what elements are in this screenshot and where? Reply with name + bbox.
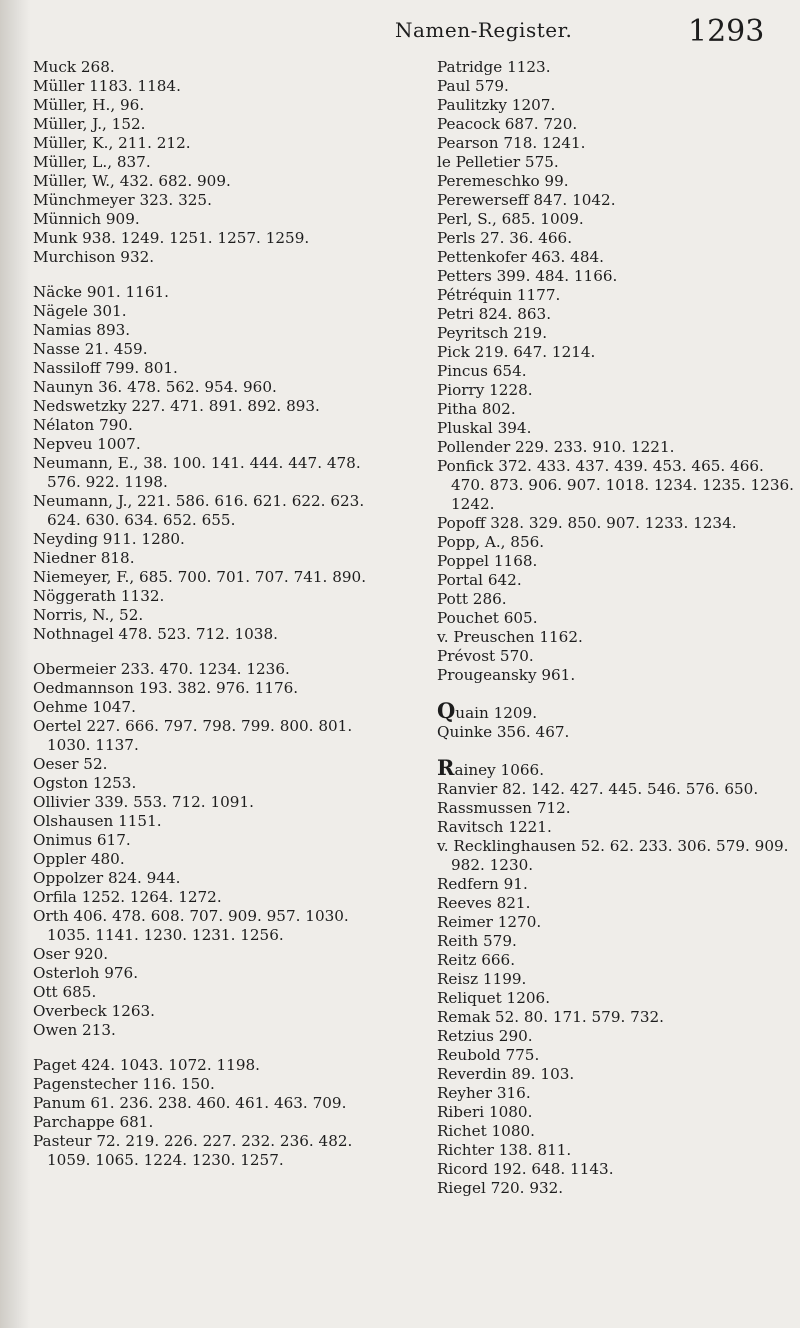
index-entry: Pettenkofer 463. 484. [437, 248, 605, 266]
index-entry: Peacock 687. 720. [437, 115, 578, 133]
index-entry: Neumann, J., 221. 586. 616. 621. 622. 623. 624. 630. 634. 652. 655. [33, 492, 365, 529]
index-entry: Muck 268. [33, 58, 115, 76]
index-entry: le Pelletier 575. [437, 153, 559, 171]
index-entry: Paget 424. 1043. 1072. 1198. [33, 1056, 260, 1074]
index-entry: Ponfick 372. 433. 437. 439. 453. 465. 466. 470. 873. 906. 907. 1018. 1234. 1235. 1236. 1242. [437, 457, 794, 513]
letter-group [437, 698, 797, 742]
index-entry: Näcke 901. 1161. [33, 283, 169, 301]
index-entry: Orfila 1252. 1264. 1272. [33, 888, 222, 906]
letter-group [33, 283, 393, 644]
index-entry: Paul 579. [437, 77, 509, 95]
left-column [33, 58, 393, 1186]
book-spine-shadow [0, 0, 30, 1328]
index-entry: Reubold 775. [437, 1046, 540, 1064]
index-entry: Reyher 316. [437, 1084, 531, 1102]
index-entry: Richet 1080. [437, 1122, 535, 1140]
index-entry: Ranvier 82. 142. 427. 445. 546. 576. 650. [437, 780, 759, 798]
index-entry: Onimus 617. [33, 831, 131, 849]
index-entry: Riegel 720. 932. [437, 1179, 564, 1197]
running-title: Namen-Register. [395, 18, 573, 42]
index-entry: Pincus 654. [437, 362, 527, 380]
index-entry: Nedswetzky 227. 471. 891. 892. 893. [33, 397, 320, 415]
index-entry: Oppolzer 824. 944. [33, 869, 181, 887]
letter-group [437, 755, 797, 1198]
index-entry: Piorry 1228. [437, 381, 533, 399]
index-entry: Ott 685. [33, 983, 97, 1001]
index-entry: Ricord 192. 648. 1143. [437, 1160, 614, 1178]
index-entry: Müller, K., 211. 212. [33, 134, 191, 152]
index-entry: Neumann, E., 38. 100. 141. 444. 447. 478. 576. 922. 1198. [33, 454, 361, 491]
index-entry: Nepveu 1007. [33, 435, 141, 453]
index-entry: Reverdin 89. 103. [437, 1065, 575, 1083]
index-entry: Ollivier 339. 553. 712. 1091. [33, 793, 254, 811]
index-entry: Nasse 21. 459. [33, 340, 148, 358]
index-entry: Oertel 227. 666. 797. 798. 799. 800. 801. 1030. 1137. [33, 717, 353, 754]
page-number: 1293 [688, 14, 765, 49]
index-entry: Obermeier 233. 470. 1234. 1236. [33, 660, 290, 678]
index-entry: Rassmussen 712. [437, 799, 571, 817]
index-entry: Reisz 1199. [437, 970, 527, 988]
index-entry: Rainey 1066. [437, 755, 545, 780]
index-entry: Neyding 911. 1280. [33, 530, 185, 548]
index-entry: Müller, L., 837. [33, 153, 151, 171]
index-entry: Oeser 52. [33, 755, 108, 773]
index-entry: Müller 1183. 1184. [33, 77, 181, 95]
index-entry: Münnich 909. [33, 210, 140, 228]
index-entry: Oehme 1047. [33, 698, 136, 716]
index-entry: Pagenstecher 116. 150. [33, 1075, 215, 1093]
index-entry: Pétréquin 1177. [437, 286, 561, 304]
index-entry: Reimer 1270. [437, 913, 542, 931]
index-entry: Perl, S., 685. 1009. [437, 210, 584, 228]
index-entry: Orth 406. 478. 608. 707. 909. 957. 1030. 1035. 1141. 1230. 1231. 1256. [33, 907, 349, 944]
index-entry: v. Preuschen 1162. [437, 628, 583, 646]
index-entry: Oser 920. [33, 945, 109, 963]
index-entry: v. Recklinghausen 52. 62. 233. 306. 579. 909. 982. 1230. [437, 837, 789, 874]
letter-group [33, 660, 393, 1040]
index-entry: Poppel 1168. [437, 552, 538, 570]
index-entry: Pitha 802. [437, 400, 516, 418]
index-entry: Nélaton 790. [33, 416, 133, 434]
index-entry: Popoff 328. 329. 850. 907. 1233. 1234. [437, 514, 737, 532]
index-entry: Pott 286. [437, 590, 507, 608]
index-entry: Pluskal 394. [437, 419, 532, 437]
index-entry: Parchappe 681. [33, 1113, 154, 1131]
index-entry: Müller, W., 432. 682. 909. [33, 172, 231, 190]
right-column [437, 58, 797, 1214]
letter-group [33, 58, 393, 267]
index-entry: Pick 219. 647. 1214. [437, 343, 596, 361]
index-entry: Patridge 1123. [437, 58, 551, 76]
page-header [0, 10, 800, 50]
index-entry: Riberi 1080. [437, 1103, 533, 1121]
index-entry: Reith 579. [437, 932, 517, 950]
index-entry: Peremeschko 99. [437, 172, 569, 190]
index-entry: Perewerseff 847. 1042. [437, 191, 616, 209]
index-entry: Ravitsch 1221. [437, 818, 552, 836]
index-entry: Müller, J., 152. [33, 115, 146, 133]
index-entry: Redfern 91. [437, 875, 528, 893]
index-entry: Niedner 818. [33, 549, 135, 567]
index-entry: Prougeansky 961. [437, 666, 576, 684]
index-entry: Petters 399. 484. 1166. [437, 267, 618, 285]
index-entry: Müller, H., 96. [33, 96, 145, 114]
index-entry: Pasteur 72. 219. 226. 227. 232. 236. 482. 1059. 1065. 1224. 1230. 1257. [33, 1132, 353, 1169]
index-entry: Nothnagel 478. 523. 712. 1038. [33, 625, 278, 643]
index-entry: Ogston 1253. [33, 774, 137, 792]
letter-group [437, 58, 797, 685]
index-entry: Nägele 301. [33, 302, 127, 320]
index-entry: Richter 138. 811. [437, 1141, 572, 1159]
letter-group [33, 1056, 393, 1170]
index-entry: Murchison 932. [33, 248, 155, 266]
index-entry: Oppler 480. [33, 850, 125, 868]
index-entry: Paulitzky 1207. [437, 96, 556, 114]
index-entry: Popp, A., 856. [437, 533, 545, 551]
index-entry: Olshausen 1151. [33, 812, 162, 830]
index-entry: Perls 27. 36. 466. [437, 229, 573, 247]
index-entry: Pearson 718. 1241. [437, 134, 586, 152]
index-entry: Oedmannson 193. 382. 976. 1176. [33, 679, 299, 697]
index-entry: Portal 642. [437, 571, 522, 589]
index-entry: Overbeck 1263. [33, 1002, 156, 1020]
index-entry: Norris, N., 52. [33, 606, 144, 624]
index-entry: Pouchet 605. [437, 609, 538, 627]
index-entry: Pollender 229. 233. 910. 1221. [437, 438, 675, 456]
index-entry: Quinke 356. 467. [437, 723, 570, 741]
index-entry: Nöggerath 1132. [33, 587, 165, 605]
index-entry: Nassiloff 799. 801. [33, 359, 178, 377]
index-entry: Osterloh 976. [33, 964, 139, 982]
index-entry: Petri 824. 863. [437, 305, 552, 323]
index-entry: Munk 938. 1249. 1251. 1257. 1259. [33, 229, 310, 247]
index-entry: Remak 52. 80. 171. 579. 732. [437, 1008, 664, 1026]
index-entry: Retzius 290. [437, 1027, 533, 1045]
index-entry: Münchmeyer 323. 325. [33, 191, 212, 209]
index-entry: Prévost 570. [437, 647, 534, 665]
index-entry: Panum 61. 236. 238. 460. 461. 463. 709. [33, 1094, 347, 1112]
index-entry: Niemeyer, F., 685. 700. 701. 707. 741. 890. [33, 568, 367, 586]
index-entry: Namias 893. [33, 321, 131, 339]
index-entry: Peyritsch 219. [437, 324, 548, 342]
index-entry: Naunyn 36. 478. 562. 954. 960. [33, 378, 277, 396]
index-entry: Reliquet 1206. [437, 989, 551, 1007]
index-entry: Quain 1209. [437, 698, 538, 723]
index-entry: Reitz 666. [437, 951, 516, 969]
index-entry: Owen 213. [33, 1021, 116, 1039]
index-entry: Reeves 821. [437, 894, 531, 912]
